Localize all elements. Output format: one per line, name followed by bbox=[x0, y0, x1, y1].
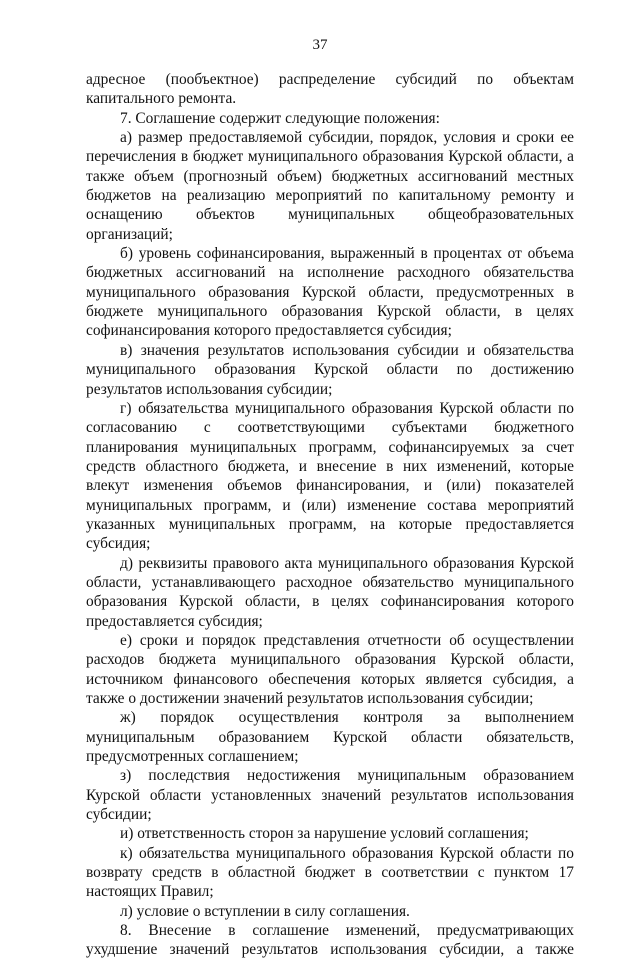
paragraph-b-cofinancing-level: б) уровень софинансирования, выраженный в процентах от объема бюджетных ассигнований на исполнение расходного обязательства муниципального образования Курской области, предусмотренных в бюджете муниципального образования Курской области, в целях софинансирования которого предоставляется субсидия; bbox=[86, 245, 574, 340]
paragraph-e-reporting-terms: е) сроки и порядок представления отчетности об осуществлении расходов бюджета муниципального образования Курской области, источником финансового обеспечения которых является субсидия, а также о достижении значений результатов использования субсидии; bbox=[86, 631, 574, 707]
paragraph-d-legal-act-details: д) реквизиты правового акта муниципального образования Курской области, устанавливающего расходное обязательство муниципального образования Курской области, в целях софинансирования которого предоставляется субсидия; bbox=[86, 554, 574, 630]
paragraph-i-responsibility: и) ответственность сторон за нарушение условий соглашения; bbox=[120, 825, 529, 843]
paragraph-l-entry-into-force: л) условие о вступлении в силу соглашения. bbox=[120, 902, 410, 920]
paragraph-8-amendments: 8. Внесение в соглашение изменений, предусматривающих ухудшение значений результатов использования субсидии, а также bbox=[86, 922, 574, 959]
paragraph-v-result-values: в) значения результатов использования субсидии и обязательства муниципального образования Курской области по достижению результатов использования субсидии; bbox=[86, 341, 574, 398]
paragraph-a-subsidy-amount: а) размер предоставляемой субсидии, порядок, условия и сроки ее перечисления в бюджет муниципального образования Курской области, а также объем (прогнозный объем) бюджетных ассигнований местных бюджетов на реализацию мероприятий по капитальному ремонту и оснащению объектов муниципальных общеобразовательных организаций; bbox=[86, 129, 574, 243]
paragraph-7-agreement-provisions: 7. Соглашение содержит следующие положения: bbox=[120, 109, 440, 127]
paragraph-g-obligations-programs: г) обязательства муниципального образования Курской области по согласованию с соответствующими субъектами бюджетного планирования муниципальных программ, софинансируемых за счет средств областного бюджета, и внесение в них изменений, которые влекут изменения объемов финансирования, и (или) показателей муниципальных программ, и (или) изменение состава мероприятий указанных муниципальных программ, на которые предоставляется субсидия; bbox=[86, 399, 574, 553]
paragraph-k-refund-obligations: к) обязательства муниципального образования Курской области по возврату средств в областной бюджет в соответствии с пунктом 17 настоящих Правил; bbox=[86, 844, 574, 901]
page-number: 37 bbox=[312, 37, 328, 53]
document-body bbox=[86, 70, 574, 960]
paragraph-addressed-distribution: адресное (пообъектное) распределение субсидий по объектам капитального ремонта. bbox=[86, 71, 574, 108]
paragraph-zh-control-procedure: ж) порядок осуществления контроля за выполнением муниципальным образованием Курской области обязательств, предусмотренных соглашением; bbox=[86, 709, 574, 766]
paragraph-z-consequences: з) последствия недостижения муниципальным образованием Курской области установленных значений результатов использования субсидии; bbox=[86, 767, 574, 824]
